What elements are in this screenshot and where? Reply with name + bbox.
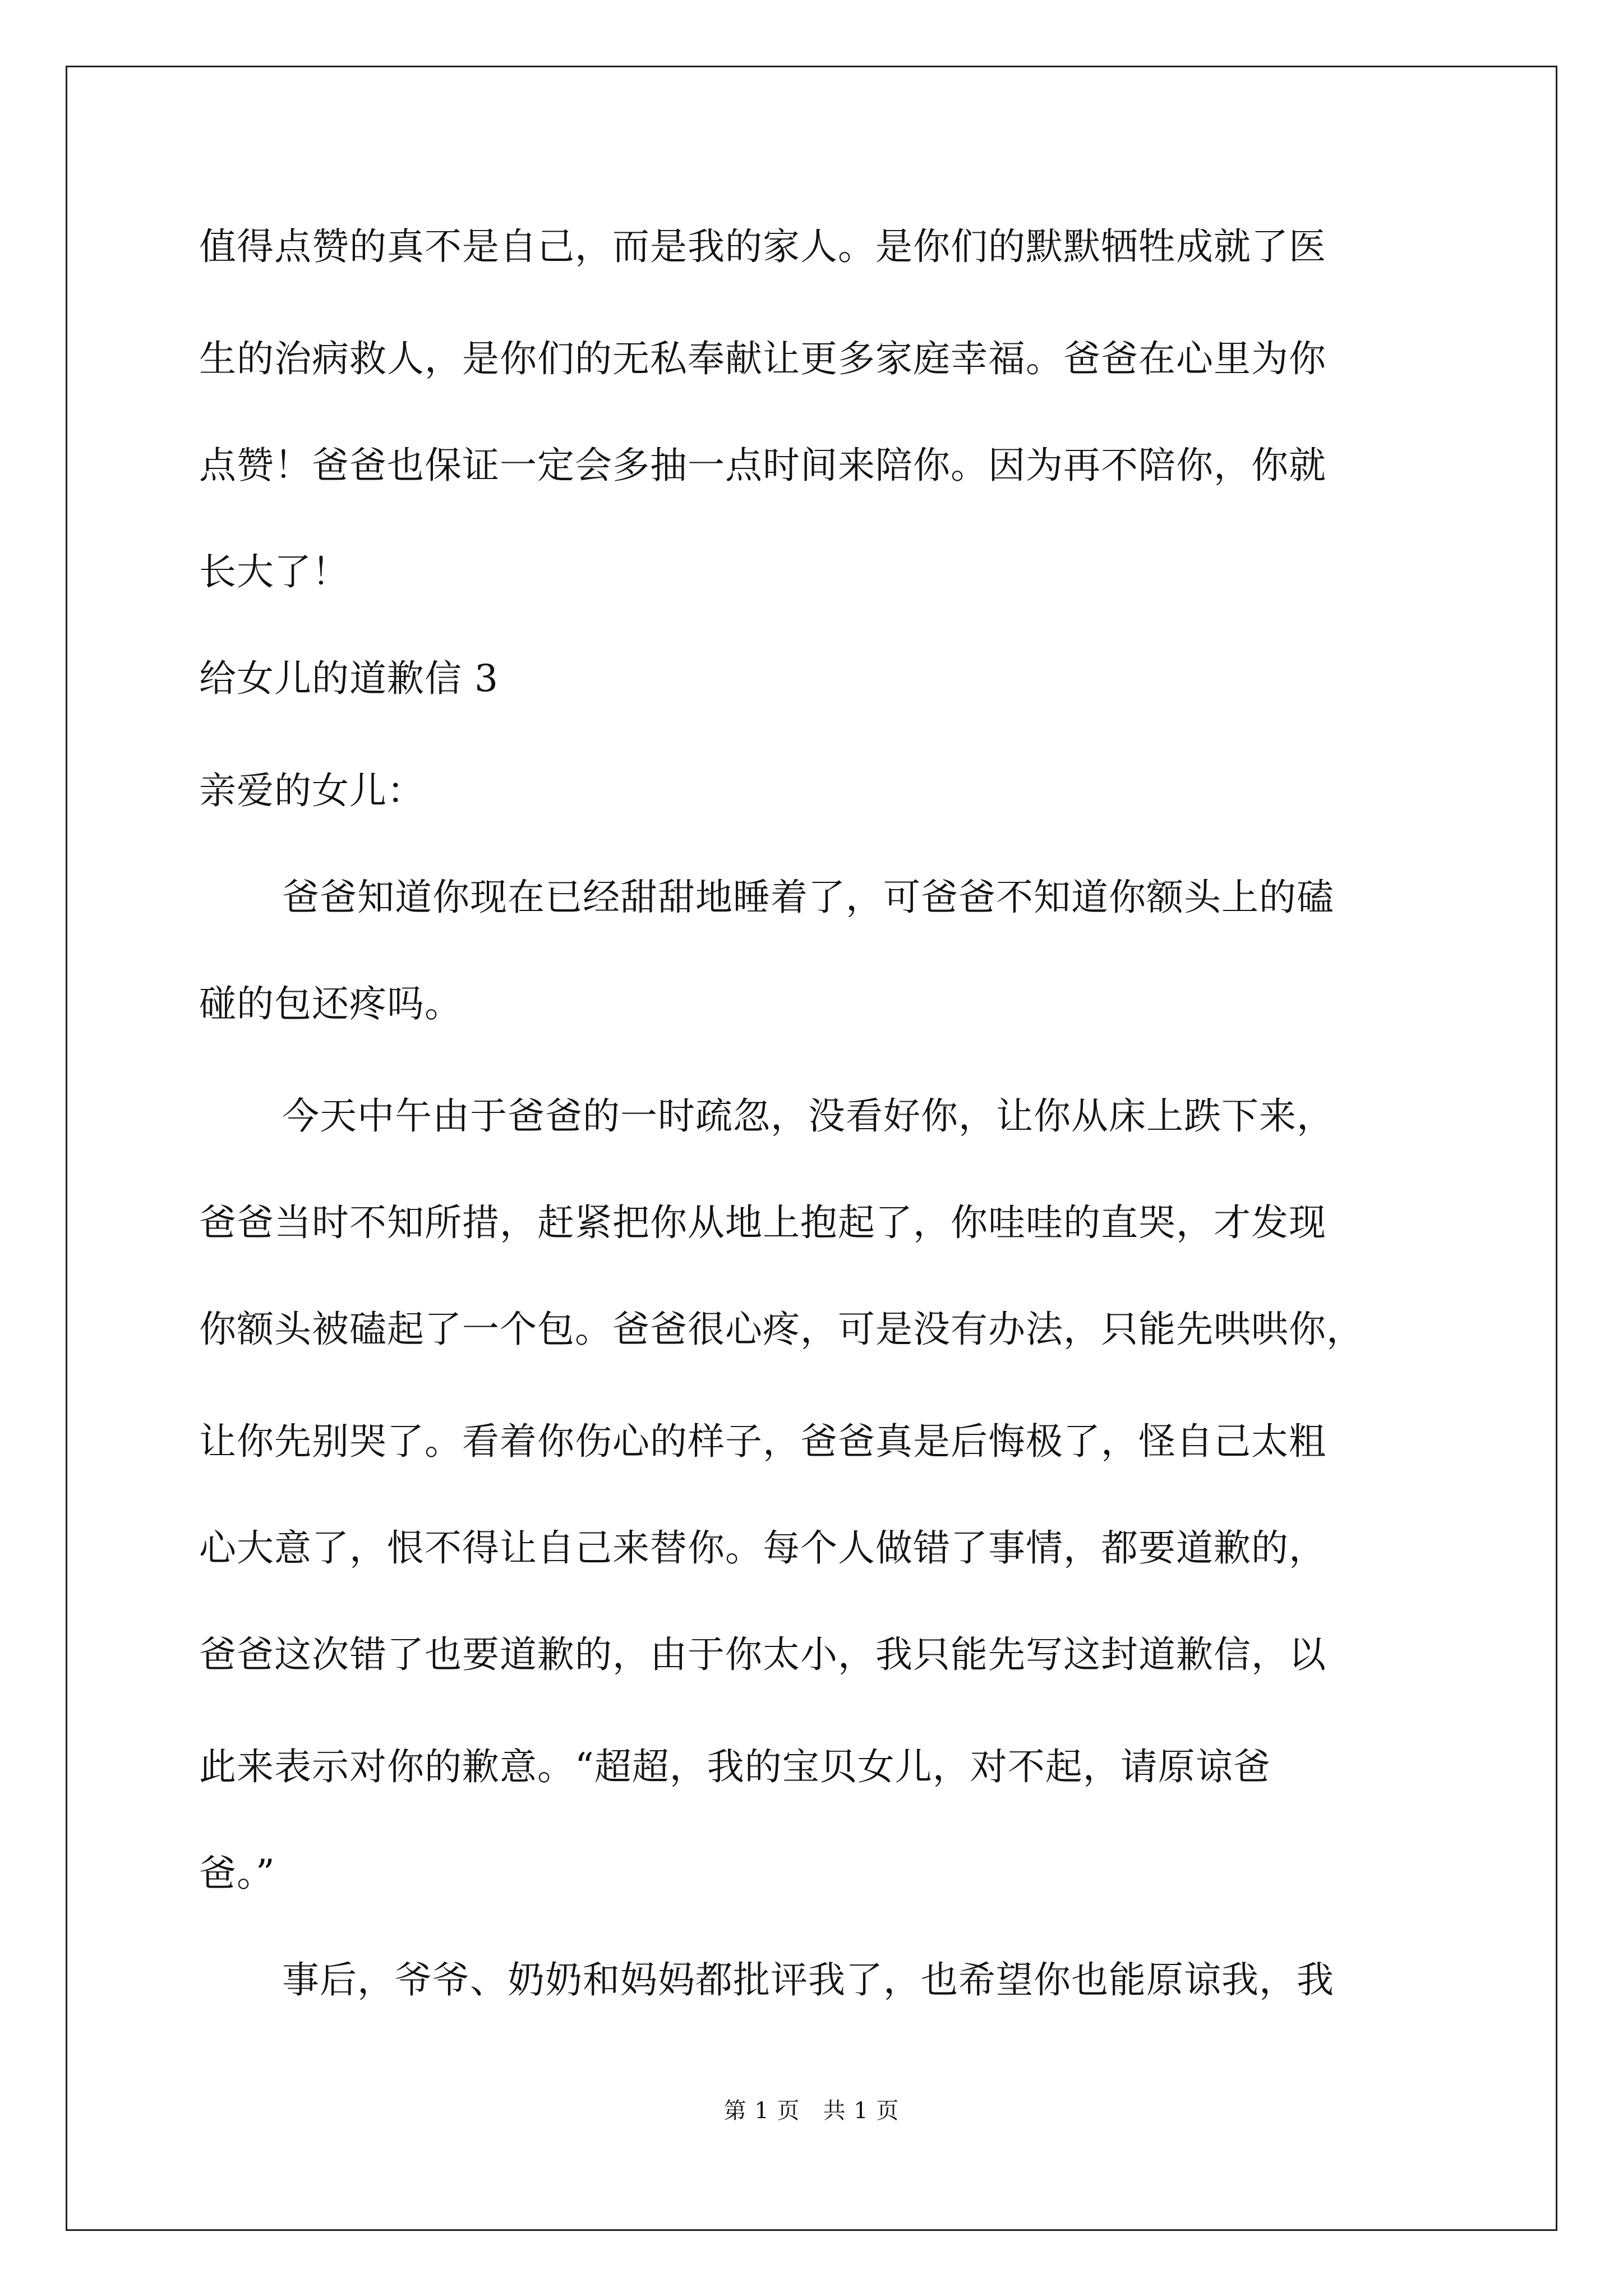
paragraph-line: 爸爸这次错了也要道歉的，由于你太小，我只能先写这封道歉信，以 bbox=[199, 1633, 1326, 1676]
paragraph-line: 你额头被磕起了一个包。爸爸很心疼，可是没有办法，只能先哄哄你， bbox=[199, 1308, 1364, 1351]
page-border bbox=[66, 66, 1557, 2231]
paragraph-line: 爸爸当时不知所措，赶紧把你从地上抱起了，你哇哇的直哭，才发现 bbox=[199, 1201, 1326, 1244]
text-line: 点赞！爸爸也保证一定会多抽一点时间来陪你。因为再不陪你，你就 bbox=[199, 444, 1326, 487]
paragraph-line: 爸爸知道你现在已经甜甜地睡着了，可爸爸不知道你额头上的磕 bbox=[282, 876, 1334, 919]
salutation: 亲爱的女儿： bbox=[199, 769, 425, 812]
paragraph-line: 让你先别哭了。看着你伤心的样子，爸爸真是后悔极了，怪自己太粗 bbox=[199, 1420, 1326, 1463]
paragraph-line: 碰的包还疼吗。 bbox=[199, 982, 462, 1025]
paragraph-line: 爸。” bbox=[199, 1852, 275, 1895]
text-line: 值得点赞的真不是自己，而是我的家人。是你们的默默牺牲成就了医 bbox=[199, 225, 1326, 268]
paragraph-line: 此来表示对你的歉意。“超超，我的宝贝女儿，对不起，请原谅爸 bbox=[199, 1745, 1271, 1788]
section-heading: 给女儿的道歉信 3 bbox=[199, 657, 499, 700]
paragraph-line: 今天中午由于爸爸的一时疏忽，没看好你，让你从床上跌下来， bbox=[282, 1094, 1334, 1138]
text-line: 生的治病救人，是你们的无私奉献让更多家庭幸福。爸爸在心里为你 bbox=[199, 337, 1326, 380]
paragraph-line: 事后，爷爷、奶奶和妈妈都批评我了，也希望你也能原谅我，我 bbox=[282, 1958, 1334, 2001]
page-footer: 第 1 页 共 1 页 bbox=[723, 2098, 900, 2124]
text-line: 长大了！ bbox=[199, 550, 349, 593]
paragraph-line: 心大意了，恨不得让自己来替你。每个人做错了事情，都要道歉的， bbox=[199, 1526, 1326, 1570]
